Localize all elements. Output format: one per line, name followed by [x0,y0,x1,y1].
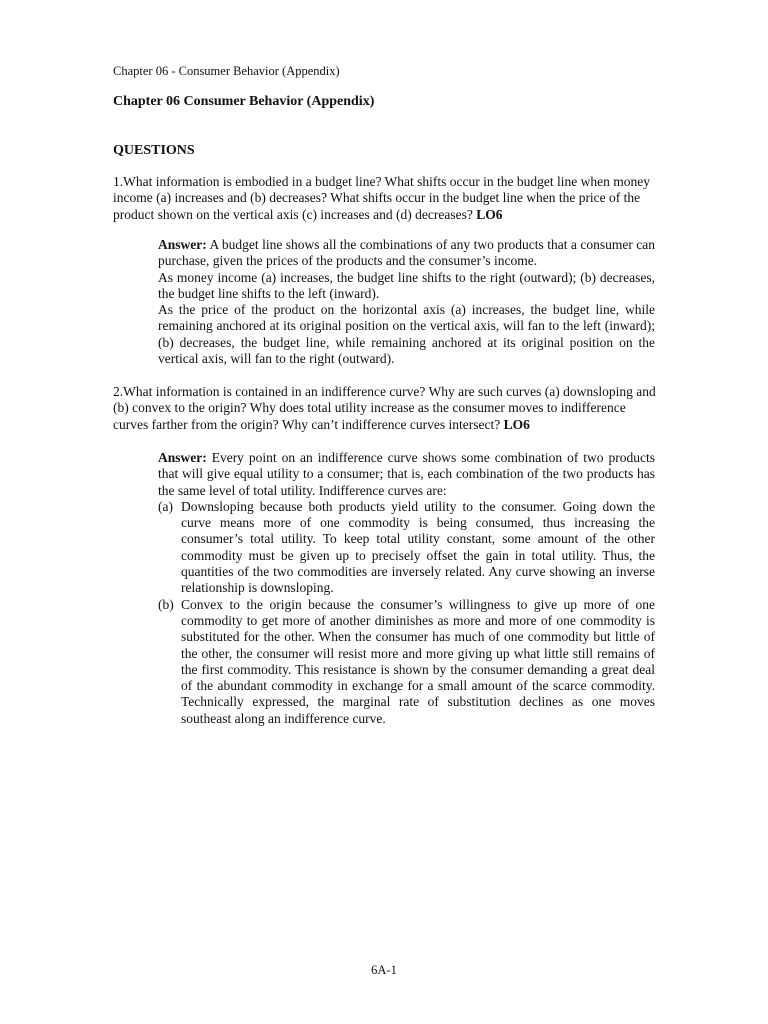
question-1-learning-objective: LO6 [476,206,503,222]
question-2-text: 2.What information is contained in an indifference curve? Why are such curves (a) downsloping and (b) convex to the origin? Why does total utility increase as the consumer moves to indifference curves farther from the origin? Why can’t indifference curves intersect? [113,384,656,432]
answer-2-item-b [158,597,655,727]
answer-1-paragraph-1 [158,237,655,270]
running-header: Chapter 06 - Consumer Behavior (Appendix) [113,64,340,78]
answer-2-intro [158,450,655,499]
section-heading: QUESTIONS [113,143,195,158]
question-2 [113,384,658,433]
answer-1-label: Answer: [158,237,207,252]
page-title: Chapter 06 Consumer Behavior (Appendix) [113,94,375,109]
answer-1-intro-text: A budget line shows all the combinations of any two products that a consumer can purchase, given the prices of the products and the consumer’s income. [158,237,655,269]
item-b-marker: (b) [158,596,174,612]
question-1-text: 1.What information is embodied in a budget line? What shifts occur in the budget line when money income (a) increases and (b) decreases? What shifts occur in the budget line when the price of the product shown on the vertical axis (c) increases and (d) decreases? [113,174,650,222]
answer-1 [158,237,655,367]
answer-2-intro-text: Every point on an indifference curve shows some combination of two products that will give equal utility to a consumer; that is, each combination of the two products has the same level of total utility. Indifference curves are: [158,450,655,498]
answer-2-item-a [158,499,655,597]
question-1 [113,174,658,223]
question-2-learning-objective: LO6 [503,416,530,432]
item-b-text: Convex to the origin because the consumer’s willingness to give up more of one commodity to get more of another diminishes as more and more of one commodity is substituted for the other. When the consumer has much of one commodity but little of the other, the consumer will resist more and more giving up what little still remains of the first commodity. This resistance is shown by the consumer demanding a great deal of the abundant commodity in exchange for a small amount of the scarce commodity. Technically expressed, the marginal rate of substitution declines as one moves southeast along an indifference curve. [181,596,655,726]
item-a-marker: (a) [158,498,173,514]
answer-2-label: Answer: [158,450,207,465]
answer-2 [158,450,655,727]
item-a-text: Downsloping because both products yield utility to the consumer. Going down the curve means more of one commodity is being consumed, thus increasing the consumer’s total utility. To keep total utility constant, some amount of the other commodity must be given up to precisely offset the gain in total utility. Thus, the quantities of the two commodities are inversely related. Any curve showing an inverse relationship is downsloping. [181,498,655,596]
page-number: 6A-1 [371,963,397,977]
answer-1-paragraph-2: As money income (a) increases, the budget line shifts to the right (outward); (b) decreases, the budget line shifts to the left (inward). [158,269,655,301]
answer-1-paragraph-3: As the price of the product on the horizontal axis (a) increases, the budget line, while remaining anchored at its original position on the vertical axis, will fan to the left (inward); (b) decreases, the budget line, while remaining anchored at its original position on the vertical axis, will fan to the right (outward). [158,302,655,367]
